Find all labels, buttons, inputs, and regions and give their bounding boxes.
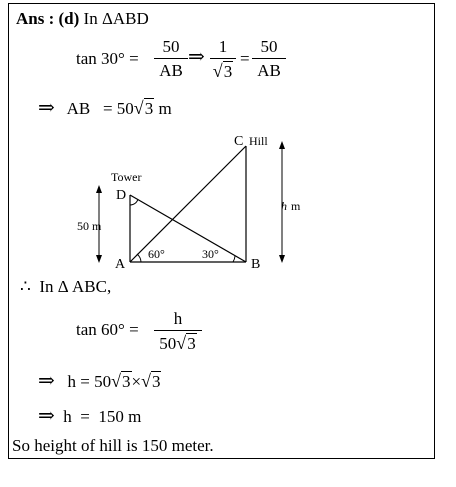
angle-arc-a — [137, 254, 141, 262]
point-d-label: D — [116, 188, 127, 203]
eq4-numerator: h — [173, 309, 183, 328]
conclusion-text: So height of hill is 150 meter. — [12, 436, 214, 455]
times-sign: × — [131, 372, 142, 391]
arrow-head-down — [96, 255, 102, 263]
eq1-frac3-numerator: 50 — [260, 37, 278, 56]
radicand: 3 — [144, 99, 154, 118]
tower-height-label: 50 m — [77, 219, 102, 233]
therefore-symbol: ∴ — [20, 277, 31, 296]
hill-height-unit: m — [291, 199, 301, 213]
hill-height-var: h — [281, 199, 287, 213]
point-a-label: A — [115, 257, 126, 272]
eq2-rhs-prefix: = 50 — [102, 99, 134, 118]
line-ac — [130, 146, 246, 262]
sqrt-sign: √ — [141, 371, 151, 391]
triangle-abd-label: In ΔABD — [83, 9, 149, 28]
angle-b-label: 30° — [202, 247, 219, 261]
eq4-lhs: tan 60° = — [76, 320, 139, 339]
tower-label: Tower — [111, 170, 142, 184]
angle-a-label: 60° — [148, 247, 165, 261]
eq4-denominator — [154, 334, 202, 352]
eq1-frac2-numerator: 1 — [218, 37, 228, 56]
implies-arrow: ⇒ — [38, 405, 55, 427]
eq5-lhs: h = 50 — [67, 372, 112, 391]
triangle-abc-label: In Δ ABC, — [39, 277, 112, 296]
den-prefix: 50 — [159, 334, 177, 353]
arrow-head-up — [279, 141, 285, 149]
sqrt-sign: √ — [176, 333, 187, 353]
angle-arc-d — [130, 199, 138, 205]
equals-sign: = — [240, 49, 250, 68]
point-c-label: C — [234, 134, 244, 149]
eq1-frac3-denominator: AB — [257, 61, 281, 80]
eq6-line — [38, 406, 141, 426]
eq1-frac1-denominator: AB — [159, 61, 183, 80]
radicand: 3 — [122, 372, 131, 391]
implies-arrow: ⇒ — [38, 97, 55, 119]
angle-arc-b — [233, 256, 235, 262]
sqrt-sign: √ — [111, 371, 121, 391]
step3-line — [20, 278, 111, 295]
eq2-unit: m — [158, 99, 172, 118]
sqrt-sign: √ — [212, 61, 223, 81]
implies-arrow: ⇒ — [38, 370, 55, 392]
implies-arrow: ⇒ — [188, 46, 205, 68]
eq4-fraction — [154, 310, 202, 352]
hill-label: Hill — [249, 134, 268, 148]
eq2-lhs: AB — [66, 99, 91, 118]
point-b-label: B — [251, 257, 261, 272]
sqrt-sign: √ — [133, 98, 144, 118]
radicand: 3 — [223, 62, 233, 81]
eq1-frac1-numerator: 50 — [162, 37, 180, 56]
eq1-lhs: tan 30° = — [76, 49, 139, 68]
eq6-text: h = 150 m — [63, 407, 142, 426]
eq5-line — [38, 371, 161, 391]
arrow-head-down — [279, 255, 285, 263]
fraction-bar — [154, 330, 202, 331]
radicand: 3 — [151, 372, 161, 391]
arrow-head-up — [96, 185, 102, 193]
answer-label: Ans : (d) — [16, 9, 80, 28]
radicand: 3 — [187, 334, 196, 353]
